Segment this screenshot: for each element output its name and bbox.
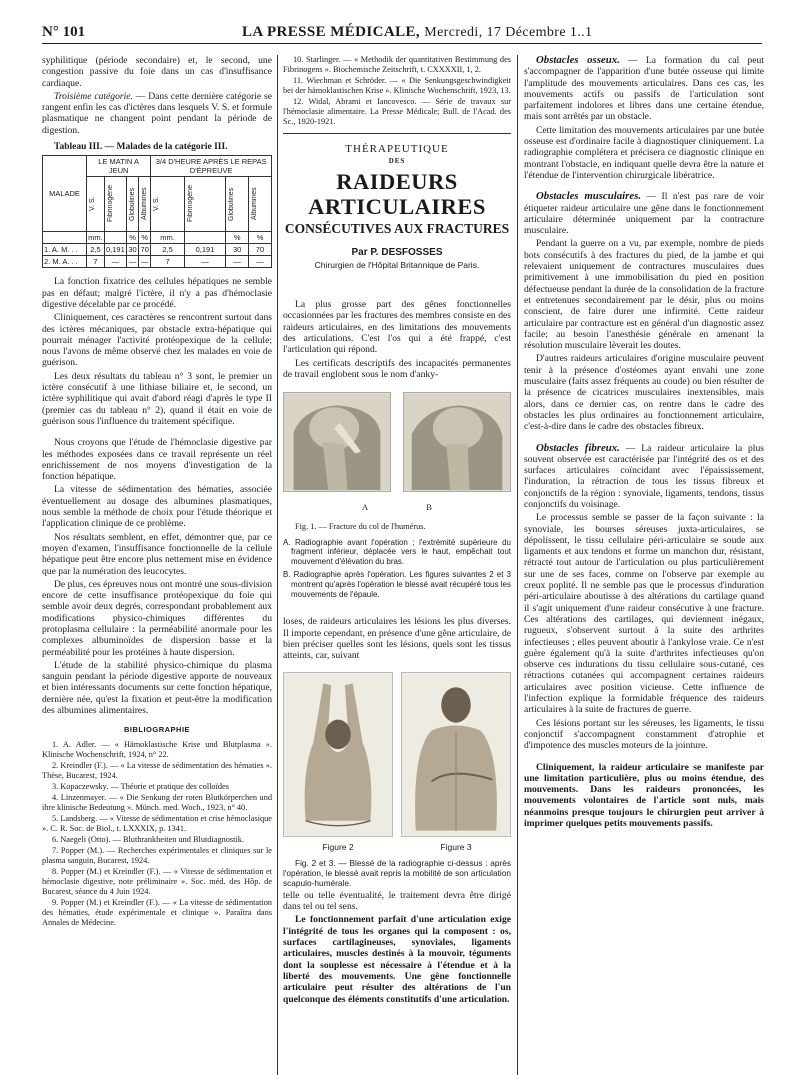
- page-header: [42, 22, 762, 44]
- figure-label-a: A: [362, 502, 369, 513]
- article-title: RAIDEURS ARTICULAIRES: [308, 168, 486, 219]
- bibliography-entry: 5. Landsberg. — « Vitesse de sédimentation et crise hémoclasique ». C. R. Soc. de Biol., t. LXXXIX, p. 1341.: [42, 813, 272, 833]
- table-title: Tableau III. — Malades de la catégorie III.: [54, 142, 228, 153]
- paragraph: loses, de raideurs articulaires les lésions les plus diverses. Il importe cependant, en présence d'une gêne articulaire, de bien préciser quelles sont les lésions, quels sont les tissus atteints, car, suivant: [283, 616, 511, 662]
- article-divider: [283, 133, 511, 134]
- bibliography-entry: 1. A. Adler. — « Hämoklastische Krise und Blutplasma ». Klinische Wochenschrift, 1924, n° 22.: [42, 739, 272, 759]
- column-2: [283, 55, 511, 1007]
- paragraph: Les certificats descriptifs des incapacités permanentes de travail englobent sous le nom d'anky-: [283, 357, 511, 380]
- paragraph: Nous croyons que l'étude de l'hémoclasie digestive par les méthodes exposées dans ce travail représente un réel enrichissement de nos moyens d'investigation de la fonction hépatique.: [42, 437, 272, 483]
- paragraph: [42, 91, 272, 136]
- paragraph: L'étude de la stabilité physico-chimique du plasma sanguin pendant la période digestive apporte de nouveaux et bien intéressants documents sur cette fonction hépatique, dernière née, qu'est la fixation et peut-être la modification des albumines alimentaires.: [42, 659, 272, 717]
- figure-2-image: [283, 672, 393, 837]
- figure-label-b: B: [426, 502, 432, 513]
- paragraph: La plus grosse part des gênes fonctionnelles occasionnées par les fractures des membres consiste en des raideurs articulaires, en des limitations des mouvements des articulations. C'est l'os qui a été frappé, c'est l'articulation qui répond.: [283, 299, 511, 356]
- paragraph: La vitesse de sédimentation des hématies, associée éventuellement au dosage des albumines plasmatiques, nous semble la méthode de choix pour l'étude théorique et l'application clinique de ce problème.: [42, 484, 272, 530]
- table-row: 2. M. A. . . 7 — — — 7 — — —: [43, 256, 272, 268]
- paragraph: Cliniquement, ces caractères se rencontrent surtout dans des ictères mécaniques, par obstacle extra-hépatique qui pourrait ménager l'activité protéopexique de la cellule; nous l'avons de même observé chez les malades en voie de guérison.: [42, 312, 272, 369]
- data-table: [42, 155, 272, 268]
- figure-3-label: Figure 3: [440, 841, 472, 852]
- paragraph: Cliniquement, la raideur articulaire se manifeste par une limitation particulière, plus ou moins étendue, des mouvements. Dans les raideurs prononcées, les mouvements volontaires de l'article sont nuls, mais néanmoins presque toujours le chirurgien peut arriver à imprimer quelques petits mouvements passifs.: [524, 761, 764, 829]
- column-rule-2: [517, 55, 518, 1075]
- column-rule-1: [277, 55, 278, 1075]
- table-subheader: Fibrinogène: [104, 177, 126, 232]
- figures-2-3-caption: Fig. 2 et 3. — Blessé de la radiographie ci-dessus : après l'opération, le blessé avait repris la mobilité de son articulation scapulo-humérale.: [283, 857, 511, 888]
- table-subheader: V. S.: [87, 177, 105, 232]
- table-subheader: Fibrinogène: [184, 177, 225, 232]
- section-title-musculaires: Obstacles musculaires.: [536, 190, 642, 203]
- paragraph: Le processus semble se passer de la façon suivante : la synoviale, les bourses séreuses juxta-articulaires, se dépolissent, le tissu cellulaire péri-articulaire se soude aux ligaments et aux tendons et forme un manchon dur, résistant, rétracté tout autour de l'articulation ou plus particulièrement sur une de ses faces, comme on l'observe par exemple au creux poplité. Il ne semble pas que le processus d'induration péri-articulaire aboutisse à des altérations du cartilage quand il s'agit uniquement d'une raideur consécutive à une fracture. Ces altérations des cartilages, qui deviennent inégaux, rugueux, s'observent surtout à la suite des arthrites infectieuses ; elles peuvent aboutir à l'ankylose vraie. Ce n'est guère également qu'à la suite d'arthrites infectieuses qu'on observe ces indurations du tissu cellulaire sous-cutané, ces rétractions cutanées qui accompagnent certaines raideurs articulaires avec position vicieuse. Cette influence de l'infection explique la formidable fréquence des raideurs articulaires à la suite de fractures de guerre.: [524, 512, 764, 716]
- bibliography-entry: 10. Starlinger. — « Methodik der quantitativen Bestimmung des Fibrinogens ». Biochemische Zeitschrift, t. CXXXXII, 1, 2.: [283, 55, 511, 74]
- legend-entry: B. Radiographie après l'opération. Les figures suivantes 2 et 3 montrent qu'après l'opération le blessé avait récupéré tous les mouvements de l'épaule.: [283, 569, 511, 599]
- bibliography-entry: 9. Popper (M.) et Kreindler (F.). — « La vitesse de sédimentation des hématies, étude expérimentale et clinique ». Paraîtra dans Annales de Médecine.: [42, 897, 272, 927]
- section-paragraph: Obstacles osseux. — La formation du cal peut s'accompagner de l'apparition d'une butée osseuse qui limite l'amplitude des mouvements articulaires. Dans ces cas, les mouvements actifs ou passifs de l'articulation sont parfaitement indolores et libres dans une certaine étendue, mais sont arrêtés par un obstacle.: [524, 54, 764, 123]
- xray-image-b: [403, 392, 511, 492]
- bibliography: [42, 740, 272, 928]
- page-number: N° 101: [42, 24, 86, 40]
- table-header-group1: LE MATIN A JEUN: [87, 156, 151, 177]
- article-subtitle: CONSÉCUTIVES AUX FRACTURES: [284, 220, 510, 236]
- bibliography-entry: 12. Widal, Abrami et Iancovesco. — Série de travaux sur l'hémoclasie alimentaire. La Presse Médicale; Bull. de l'Acad. des Sc., 1920-1921.: [283, 97, 511, 126]
- paragraph-text: — Dans cette dernière catégorie se rangent enfin les cas d'ictères dans lesquels V. S. et formule plasmatique ne changent point pendant la période de digestion.: [42, 90, 273, 136]
- paragraph: Pendant la guerre on a vu, par exemple, nombre de pieds bots consécutifs à des fractures du pied, de la jambe et qui relevaient uniquement de contractures musculaires dues primitivement à une immobilisation du pied en position défectueuse pendant la durée de la consolidation de la fracture et entretenues secondairement par le désir, plus ou moins conscient, de faire durer une infirmité. Cette raideur articulaire par contracture est en général d'un diagnostic assez facile; au besoin l'anesthésie générale en amenant la résolution musculaire lèverait les doutes.: [524, 238, 764, 352]
- bibliography-continued: [283, 55, 511, 127]
- paragraph: Nos résultats semblent, en effet, démontrer que, par ce moyen d'examen, l'insuffisance fonctionnelle de la cellule hépatique peut être encore plus nettement mise en évidence que par la numération des leucocytes.: [42, 531, 272, 577]
- section-title-osseux: Obstacles osseux.: [536, 54, 620, 66]
- table-subheader: V. S.: [151, 177, 184, 232]
- author-affiliation: Chirurgien de l'Hôpital Britannique de Paris.: [314, 259, 480, 270]
- legend-entry: A. Radiographie avant l'opération ; l'extrémité supérieure du fragment inférieur, déplacée vers le haut, empêchait tout mouvement d'élévation du bras.: [283, 537, 511, 567]
- paragraph: Cette limitation des mouvements articulaires par une butée osseuse est d'ordinaire facile à diagnostiquer cliniquement. La radiographie complétera et précisera ce diagnostic clinique en montrant l'obstacle, en indiquant quelle devra être la nature et l'étendue de l'intervention chirurgicale libératrice.: [524, 124, 764, 181]
- bibliography-entry: 4. Linzenmayer. — « Die Senkung der roten Blutkörperchen und ihre klinische Bedeutung ». Münch. med. Woch., 1923, n° 40.: [42, 792, 272, 812]
- bibliography-entry: 11. Wiechman et Schröder. — « Die Senkungsgeschwindigkeit bei der hämoklastischen Krise ». Klinische Wochenschrift, 1923, 13.: [283, 76, 511, 95]
- table-subheader: Globulines: [126, 177, 138, 232]
- paragraph: syphilitique (période secondaire) et, le second, une congestion passive du foie dans un cas d'insuffisance cardiaque.: [42, 55, 272, 89]
- figures-2-3: [283, 672, 511, 853]
- figure-3: [401, 672, 511, 853]
- issue-date: Mercredi, 17 Décembre 1..1: [424, 25, 593, 40]
- category-label: Troisième catégorie.: [54, 90, 133, 102]
- bibliography-entry: 2. Kreindler (F.). — « La vitesse de sédimentation des hématies ». Thèse, Bucarest, 1924.: [42, 760, 272, 780]
- bibliography-entry: 6. Naegeli (Otto). — Bluthrankheiten und Blutdiagnostik.: [52, 834, 244, 844]
- figure-1-labels: [283, 502, 511, 513]
- column-1: [42, 55, 272, 929]
- section-paragraph: Obstacles fibreux. — La raideur articulaire la plus souvent observée est caractérisée par l'intégrité des os et des surfaces articulaires coïncidant avec l'épaississement, l'induration, la rétraction de tous les tissus fibreux et conjonctifs de la région : synoviale, ligaments, tendons, tissus conjonctifs du voisinage.: [524, 441, 764, 510]
- article-kicker: THÉRAPEUTIQUE: [345, 143, 449, 155]
- table-subheader: Albumines: [249, 177, 272, 232]
- figure-1-legend: [283, 538, 511, 600]
- section-title-fibreux: Obstacles fibreux.: [536, 441, 620, 454]
- table-units-row: mm. % % mm. % %: [43, 232, 272, 244]
- paragraph: De plus, ces épreuves nous ont montré une sous-division encore de cette insuffisance protéopexique du foie qui semble avoir deux degrés, correspondant probablement aux modifications physico-chimiques différentes du protoplasma cellulaire : la perméabilité anormale pour les complexes albuminoïdes de dispersion basse et la perméabilité pour les protéines à haute dispersion.: [42, 578, 272, 658]
- journal-title: [242, 24, 592, 41]
- table-subheader: Albumines: [139, 177, 151, 232]
- table-header-group2: 3/4 D'HEURE APRÈS LE REPAS D'ÉPREUVE: [151, 156, 272, 177]
- paragraph: Le fonctionnement parfait d'une articulation exige l'intégrité de tous les organes qui la composent : os, surfaces cartilagineuses, synoviales, ligaments articulaires, muscles destinés à la mouvoir, téguments dont la souplesse est nécessaire à l'étendue et à la liberté des mouvements. Une gêne fonctionnelle articulaire peut résulter des altérations de l'un quelconque des éléments constitutifs d'une articulation.: [283, 914, 511, 1005]
- paragraph: D'autres raideurs articulaires d'origine musculaire peuvent tenir à la présence d'ostéomes ayant envahi une zone musculaire (faits assez fréquents au coude) ou bien résulter de la présence de cicatrices musculaires inextensibles, mais alors, dans ce dernier cas, on rentre dans le cadre des obstacles les plus ordinaires au fonctionnement articulaire, c'est-à-dire dans le cadre des obstacles fibreux.: [524, 353, 764, 433]
- figure-2: [283, 672, 393, 853]
- paragraph: telle ou telle éventualité, le traitement devra être dirigé dans tel ou tel sens.: [283, 889, 511, 913]
- column-3: [524, 55, 764, 831]
- figure-3-image: [401, 672, 511, 837]
- bibliography-title: BIBLIOGRAPHIE: [123, 725, 191, 735]
- bibliography-entry: 3. Kopaczewsky. — Théorie et pratique des colloïdes: [52, 781, 229, 791]
- table-header-malade: MALADE: [43, 156, 87, 232]
- paragraph: La fonction fixatrice des cellules hépatiques ne semble pas en défaut; malgré l'ictère, il n'y a pas d'hémoclasie digestive décelable par ce procédé.: [42, 276, 272, 310]
- bibliography-entry: 7. Popper (M.). — Recherches expérimentales et cliniques sur le plasma sanguin, Bucarest, 1924.: [42, 845, 272, 865]
- figure-1-caption: Fig. 1. — Fracture du col de l'humérus.: [295, 521, 426, 531]
- article-author: Par P. DESFOSSES: [351, 246, 443, 258]
- section-paragraph: Obstacles musculaires. — Il n'est pas rare de voir étiqueter raideur articulaire une gêne dans le fonctionnement articulaire déterminée uniquement par la contracture musculaire.: [524, 190, 764, 237]
- paragraph: Ces lésions portant sur les séreuses, les ligaments, le tissu conjonctif s'accompagnent constamment d'atrophie et d'impotence des muscles moteurs de la jointure.: [524, 717, 764, 752]
- article-kicker-des: DES: [388, 157, 406, 166]
- table-subheader: Globulines: [226, 177, 249, 232]
- figure-2-label: Figure 2: [322, 841, 354, 852]
- table-row: 1. A. M. . . 2,5 0,191 30 70 2,5 0,191 30 70: [43, 244, 272, 256]
- paragraph: Les deux résultats du tableau n° 3 sont, le premier un ictère consécutif à une lithiase biliaire et, le second, un ictère syphilitique qui avait d'abord réagi d'après le type II (premier cas du tableau n° 2), quand il était en voie de guérison sous l'influence du traitement spécifique.: [42, 370, 272, 427]
- journal-name: LA PRESSE MÉDICALE,: [242, 24, 421, 40]
- xray-image-a: [283, 392, 391, 492]
- figure-1-images: [283, 392, 511, 492]
- bibliography-entry: 8. Popper (M.) et Kreindler (F.). — « Vitesse de sédimentation et hémoclasie digestive, note préliminaire ». Soc. méd. des Hôp. de Bucarest, séance du 4 Juin 1924.: [42, 866, 272, 896]
